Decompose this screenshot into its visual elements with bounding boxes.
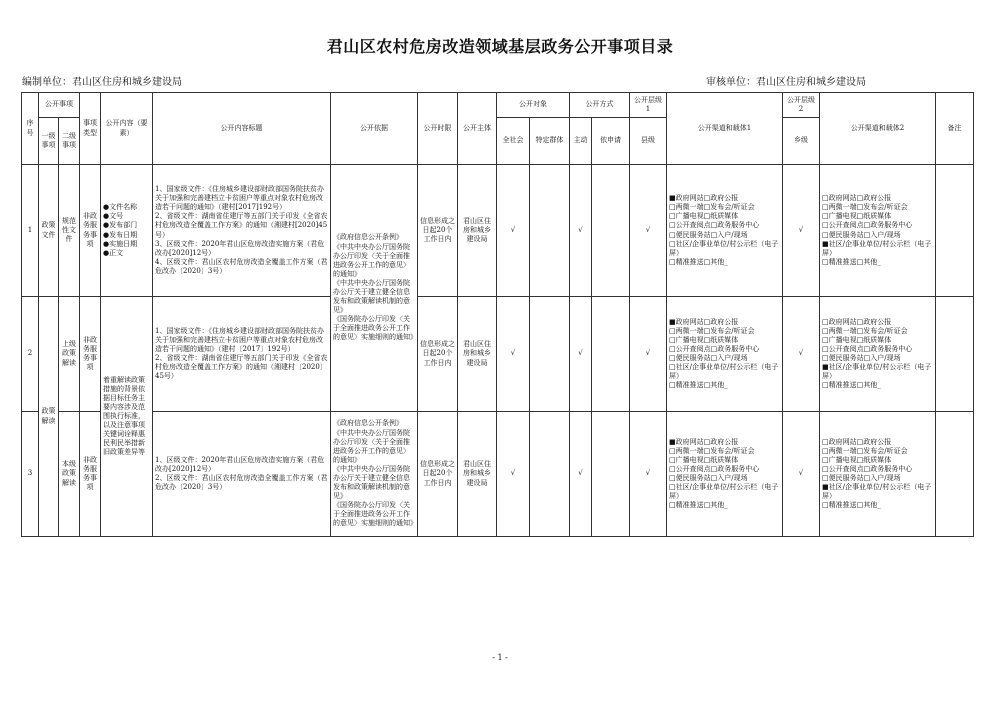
row-type: 非政务服务事项 [80,165,101,297]
row-on-request [592,297,630,412]
row-seq: 3 [22,412,39,537]
header-time-limit: 公开时限 [418,93,458,165]
page-number: - 1 - [492,653,508,662]
header-seq: 序号 [22,93,39,165]
header-method: 公开方式 [570,93,630,118]
header-active: 主动 [570,118,592,165]
row-whole-society: √ [497,412,530,537]
row-time-limit: 信息形成之日起20个工作日内 [418,412,458,537]
row-whole-society: √ [497,165,530,297]
compiler-unit: 编制单位：君山区住房和城乡建设局 [22,77,182,88]
header-whole-society: 全社会 [497,118,530,165]
row-channel2: □政府网站□政府公报 □两微一端□发布会/听证会 □广播电视□纸质媒体 □公开查阅点□政务服务中心 □便民服务站□入户/现场 ■社区/企事业单位/村公示栏（电子屏） □精准推送□其他_ [820,297,936,412]
row-seq: 1 [22,165,39,297]
header-object: 公开对象 [497,93,570,118]
row-content: 着重解读政策措施的背景依据目标任务主要内容涉及范围执行标准，以及注意事项关键词诠释惠民利民举措新旧政策差异等 [101,297,153,537]
header-type: 事项类型 [80,93,101,165]
header-subject: 公开主体 [458,93,497,165]
row-time-limit: 信息形成之日起20个工作日内 [418,297,458,412]
row-active: √ [570,412,592,537]
table-row [22,412,974,537]
row-content-title: 1、国家级文件：《住房城乡建设部财政部国务院扶贫办关于加强和完善建档立卡贫困户等重点对象农村危房改造若干问题的通知》（建村[2017]192号） 2、省级文件：湖南省住建厅等五部门关于印发《全省农村危房改造全覆盖工作方案》的通知（湘建村[2020]45号） 3、区级文件：2020年君山区危房改造实施方案（君危改办[2020]12号） 4、区级文件：君山区农村危房改造全覆盖工作方案（君危改办〔2020〕3号） [153,165,331,297]
row-remarks [936,165,974,297]
row-content-title: 1、区级文件：2020年君山区危房改造实施方案（君危改办[2020]12号） 2、区级文件：君山区农村危房改造全覆盖工作方案（君危改办〔2020〕3号） [153,412,331,537]
row-on-request [592,412,630,537]
row-county: √ [630,297,667,412]
header-tier2: 公开层级2 [783,93,820,118]
row-basis: 《政府信息公开条例》 《中共中央办公厅国务院办公厅印发〈关于全面推进政务公开工作的意见〉的通知》 《中共中央办公厅国务院办公厅关于建立健全信息发布和政策解读机制的意见》 《国务院办公厅印发〈关于全面推进政务公开工作的意见〉实施细则的通知》 [331,412,418,537]
row-township: √ [783,412,820,537]
row-channel1: ■政府网站□政府公报 □两微一端□发布会/听证会 □广播电视□纸质媒体 □公开查阅点□政务服务中心 □便民服务站□入户/现场 □社区/企事业单位/村公示栏（电子屏） □精准推送□其他_ [667,297,783,412]
row-county: √ [630,412,667,537]
row-on-request [592,165,630,297]
header-row-1 [22,93,974,118]
header-level1: 一级事项 [39,118,59,165]
row-active: √ [570,297,592,412]
row-whole-society: √ [497,297,530,412]
row-specific-group [530,297,570,412]
header-on-request: 依申请 [592,118,630,165]
header-county: 县级 [630,118,667,165]
row-content: ●文件名称 ●文号 ●发布部门 ●发布日期 ●实施日期 ●正文 [101,165,153,297]
row-content-title: 1、国家级文件：《住房城乡建设部财政部国务院扶贫办关于加强和完善建档立卡贫困户等重点对象农村危房改造若干问题的通知》（建村〔2017〕192号） 2、省级文件：湖南省住建厅等五部门关于印发《全省农村危房改造全覆盖工作方案》的通知（湘建村〔2020〕45号） [153,297,331,412]
row-active: √ [570,165,592,297]
row-channel1: ■政府网站□政府公报 □两微一端□发布会/听证会 □广播电视□纸质媒体 □公开查阅点□政务服务中心 □便民服务站□入户/现场 □社区/企事业单位/村公示栏（电子屏） □精准推送□其他_ [667,165,783,297]
row-county: √ [630,165,667,297]
table-row [22,165,974,297]
row-type: 非政务服务事项 [80,297,101,412]
header-content: 公开内容（要素） [101,93,153,165]
document-title: 君山区农村危房改造领域基层政务公开事项目录 [326,37,674,56]
row-township: √ [783,297,820,412]
row-time-limit: 信息形成之日起20个工作日内 [418,165,458,297]
row-channel2: □政府网站□政府公报 □两微一端□发布会/听证会 □广播电视□纸质媒体 □公开查阅点□政务服务中心 □便民服务站□入户/现场 ■社区/企事业单位/村公示栏（电子屏） □精准推送□其他_ [820,165,936,297]
header-level2: 二级事项 [59,118,80,165]
reviewer-unit: 审核单位：君山区住房和城乡建设局 [706,77,866,88]
header-township: 乡级 [783,118,820,165]
row-basis: 《政府信息公开条例》 《中共中央办公厅国务院办公厅印发〈关于全面推进政务公开工作的意见〉的通知》 《中共中央办公厅国务院办公厅关于建立健全信息发布和政策解读机制的意见》 《国务院办公厅印发〈关于全面推进政务公开工作的意见〉实施细则的通知》 [331,165,418,412]
header-specific-group: 特定群体 [530,118,570,165]
row-level1: 政策解读 [39,297,59,537]
disclosure-catalog-table [21,92,974,537]
row-remarks [936,297,974,412]
row-level2: 规范性文件 [59,165,80,297]
row-seq: 2 [22,297,39,412]
row-channel1: ■政府网站□政府公报 □两微一端□发布会/听证会 □广播电视□纸质媒体 □公开查阅点□政务服务中心 □便民服务站□入户/现场 □社区/企事业单位/村公示栏（电子屏） □精准推送□其他_ [667,412,783,537]
header-content-title: 公开内容标题 [153,93,331,165]
header-channel1: 公开渠道和载体1 [667,93,783,165]
table-row [22,297,974,412]
row-type: 非政务服务事项 [80,412,101,537]
row-township: √ [783,165,820,297]
row-level1: 政策文件 [39,165,59,297]
header-items: 公开事项 [39,93,80,118]
row-remarks [936,412,974,537]
row-subject: 君山区住房和城乡建设局 [458,297,497,412]
row-channel2: □政府网站□政府公报 □两微一端□发布会/听证会 □广播电视□纸质媒体 □公开查阅点□政务服务中心 □便民服务站□入户/现场 ■社区/企事业单位/村公示栏（电子屏） □精准推送□其他_ [820,412,936,537]
row-specific-group [530,165,570,297]
row-specific-group [530,412,570,537]
header-channel2: 公开渠道和载体2 [820,93,936,165]
row-subject: 君山区住房和城乡建设局 [458,412,497,537]
header-tier1: 公开层级1 [630,93,667,118]
header-remarks: 备注 [936,93,974,165]
row-level2: 上级政策解读 [59,297,80,412]
header-basis: 公开依据 [331,93,418,165]
row-subject: 君山区住房和城乡建设局 [458,165,497,297]
row-level2: 本级政策解读 [59,412,80,537]
